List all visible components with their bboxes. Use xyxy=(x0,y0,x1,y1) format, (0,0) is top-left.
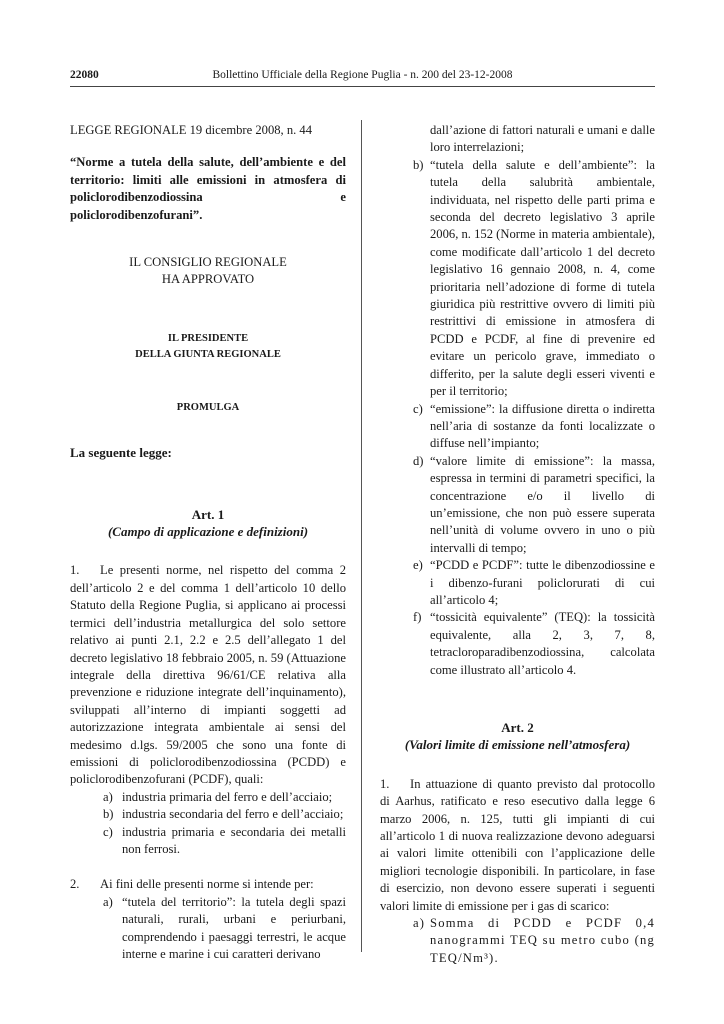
list-item: a) industria primaria del ferro e dell’acciaio; xyxy=(103,789,333,804)
council-line1: IL CONSIGLIO REGIONALE xyxy=(129,255,287,270)
president-block xyxy=(70,331,346,363)
list-item-continuation: dall’azione di fattori naturali e umani e dalle loro interrelazioni; xyxy=(430,123,655,155)
art1-description: (Campo di applicazione e definizioni) xyxy=(107,524,309,540)
header-rule xyxy=(70,86,655,87)
list-item: b) “tutela della salute e dell’ambiente”: la tutela della salubrità ambientale, individuata, nel rispetto delle parti prima e seconda del decreto legislativo 3 aprile 2006, n. 152 (Norme in materia ambientale), come modificate dall’articolo 1 del decreto legislativo 16 gennaio 2008, n. 4, come prioritaria nell’adozione di forme di tutela giuridica più restrittive ovvero di limiti più restrittivi di emissione in atmosfera di PCDD e PCDF, al fine di prevenire ed evitare un pericolo grave, immediato o differito, per la salute degli esseri viventi e per il territorio; xyxy=(413,157,655,399)
list-item: f) “tossicità equivalente” (TEQ): la tossicità equivalente, alla 2, 3, 7, 8, tetracloroparadibenzodiossina, calcolata come illustrato all’articolo 4. xyxy=(413,610,655,677)
art1-paragraph-2 xyxy=(70,876,346,893)
paragraph-number: 1. xyxy=(70,563,80,578)
art2-p1-list xyxy=(380,915,655,967)
paragraph-text: In attuazione di quanto previsto dal protocollo di Aarhus, ratificato e reso esecutivo dalla legge 6 marzo 2006, n. 125, tutti gli impianti di cui all’articolo 1 di nuova realizzazione devono adeguarsi ai valori limite ottenibili con l’applicazione delle migliori tecnologie disponibili. In particolare, in fase di esercizio, non devono essere superati i seguenti valori limite di emissione per i gas di scarico: xyxy=(380,776,655,913)
seguente-legge: La seguente legge: xyxy=(70,445,172,461)
page-header xyxy=(70,66,655,84)
list-item: c) “emissione”: la diffusione diretta o indiretta nell’aria di sostanze da fonti localizzate o diffuse nell’impianto; xyxy=(413,401,655,451)
list-item: e) “PCDD e PCDF”: tutte le dibenzodiossine e i dibenzo-furani policlorurati di cui all’articolo 4; xyxy=(413,558,655,607)
law-subtitle: “Norme a tutela della salute, dell’ambiente e del territorio: limiti alle emissioni in atmosfera di policlorodibenzodiossina e policlorodibenzofurani”. xyxy=(70,155,346,222)
president-line1: IL PRESIDENTE xyxy=(167,332,249,344)
paragraph-number: 1. xyxy=(380,776,390,791)
right-column xyxy=(380,122,655,967)
art2-number: Art. 2 xyxy=(501,720,534,735)
promulga: PROMULGA xyxy=(176,401,240,413)
bulletin-title: Bollettino Ufficiale della Regione Puglia - n. 200 del 23-12-2008 xyxy=(212,69,513,81)
law-title: LEGGE REGIONALE 19 dicembre 2008, n. 44 xyxy=(70,123,313,137)
art1-p1-list xyxy=(70,789,346,859)
art1-p2-list-continued xyxy=(380,157,655,679)
list-item: b) industria secondaria del ferro e dell’acciaio; xyxy=(103,807,344,822)
list-item: a) “tutela del territorio”: la tutela degli spazi naturali, rurali, urbani e periurbani, comprendendo i paesaggi terrestri, le acque interne e marine i cui caratteri derivano xyxy=(103,894,346,961)
art1-paragraph-1 xyxy=(70,562,346,788)
president-line2: DELLA GIUNTA REGIONALE xyxy=(135,348,281,360)
paragraph-text: Ai fini delle presenti norme si intende per: xyxy=(100,877,314,892)
art1-number: Art. 1 xyxy=(191,506,225,522)
column-divider xyxy=(361,120,362,952)
art2-description: (Valori limite di emissione nell’atmosfera) xyxy=(404,737,631,753)
paragraph-text: Le presenti norme, nel rispetto del comma 2 dell’articolo 2 e del comma 1 dell’articolo 10 dello Statuto della Regione Puglia, si applicano ai processi termici dell’industria metallurgica del solo settore relativo ai punti 2.1, 2.2 e 2.5 dell’allegato 1 del decreto legislativo 18 febbraio 2005, n. 59 (Attuazione integrale della direttiva 96/61/CE relativa alla prevenzione e riduzione integrate dell’inquinamento), sviluppati all’interno di impianti soggetti ad autorizzazione integrata ambientale ai sensi del medesimo d.lgs. 59/2005 che sono una fonte di emissioni di policlorodibenzodiossina (PCDD) e policlorodibenzofurani (PCDF), quali: xyxy=(70,563,346,787)
art1-p2-list xyxy=(70,894,346,964)
council-line2: HA APPROVATO xyxy=(161,272,255,287)
list-item: a) Somma di PCDD e PCDF 0,4 nanogrammi TEQ su metro cubo (ng TEQ/Nm³). xyxy=(413,916,655,965)
list-item: c) industria primaria e secondaria dei metalli non ferrosi. xyxy=(103,824,346,856)
list-item: d) “valore limite di emissione”: la massa, espressa in termini di parametri specifici, la concentrazione e/o il livello di un’emissione, che non può essere superata nell’unità di volume ovvero in uno o più intervalli di tempo; xyxy=(413,453,655,555)
paragraph-number: 2. xyxy=(70,877,80,892)
art2-paragraph-1 xyxy=(380,776,655,915)
left-column xyxy=(70,122,346,963)
page-number: 22080 xyxy=(70,69,99,81)
council-block xyxy=(70,254,346,289)
